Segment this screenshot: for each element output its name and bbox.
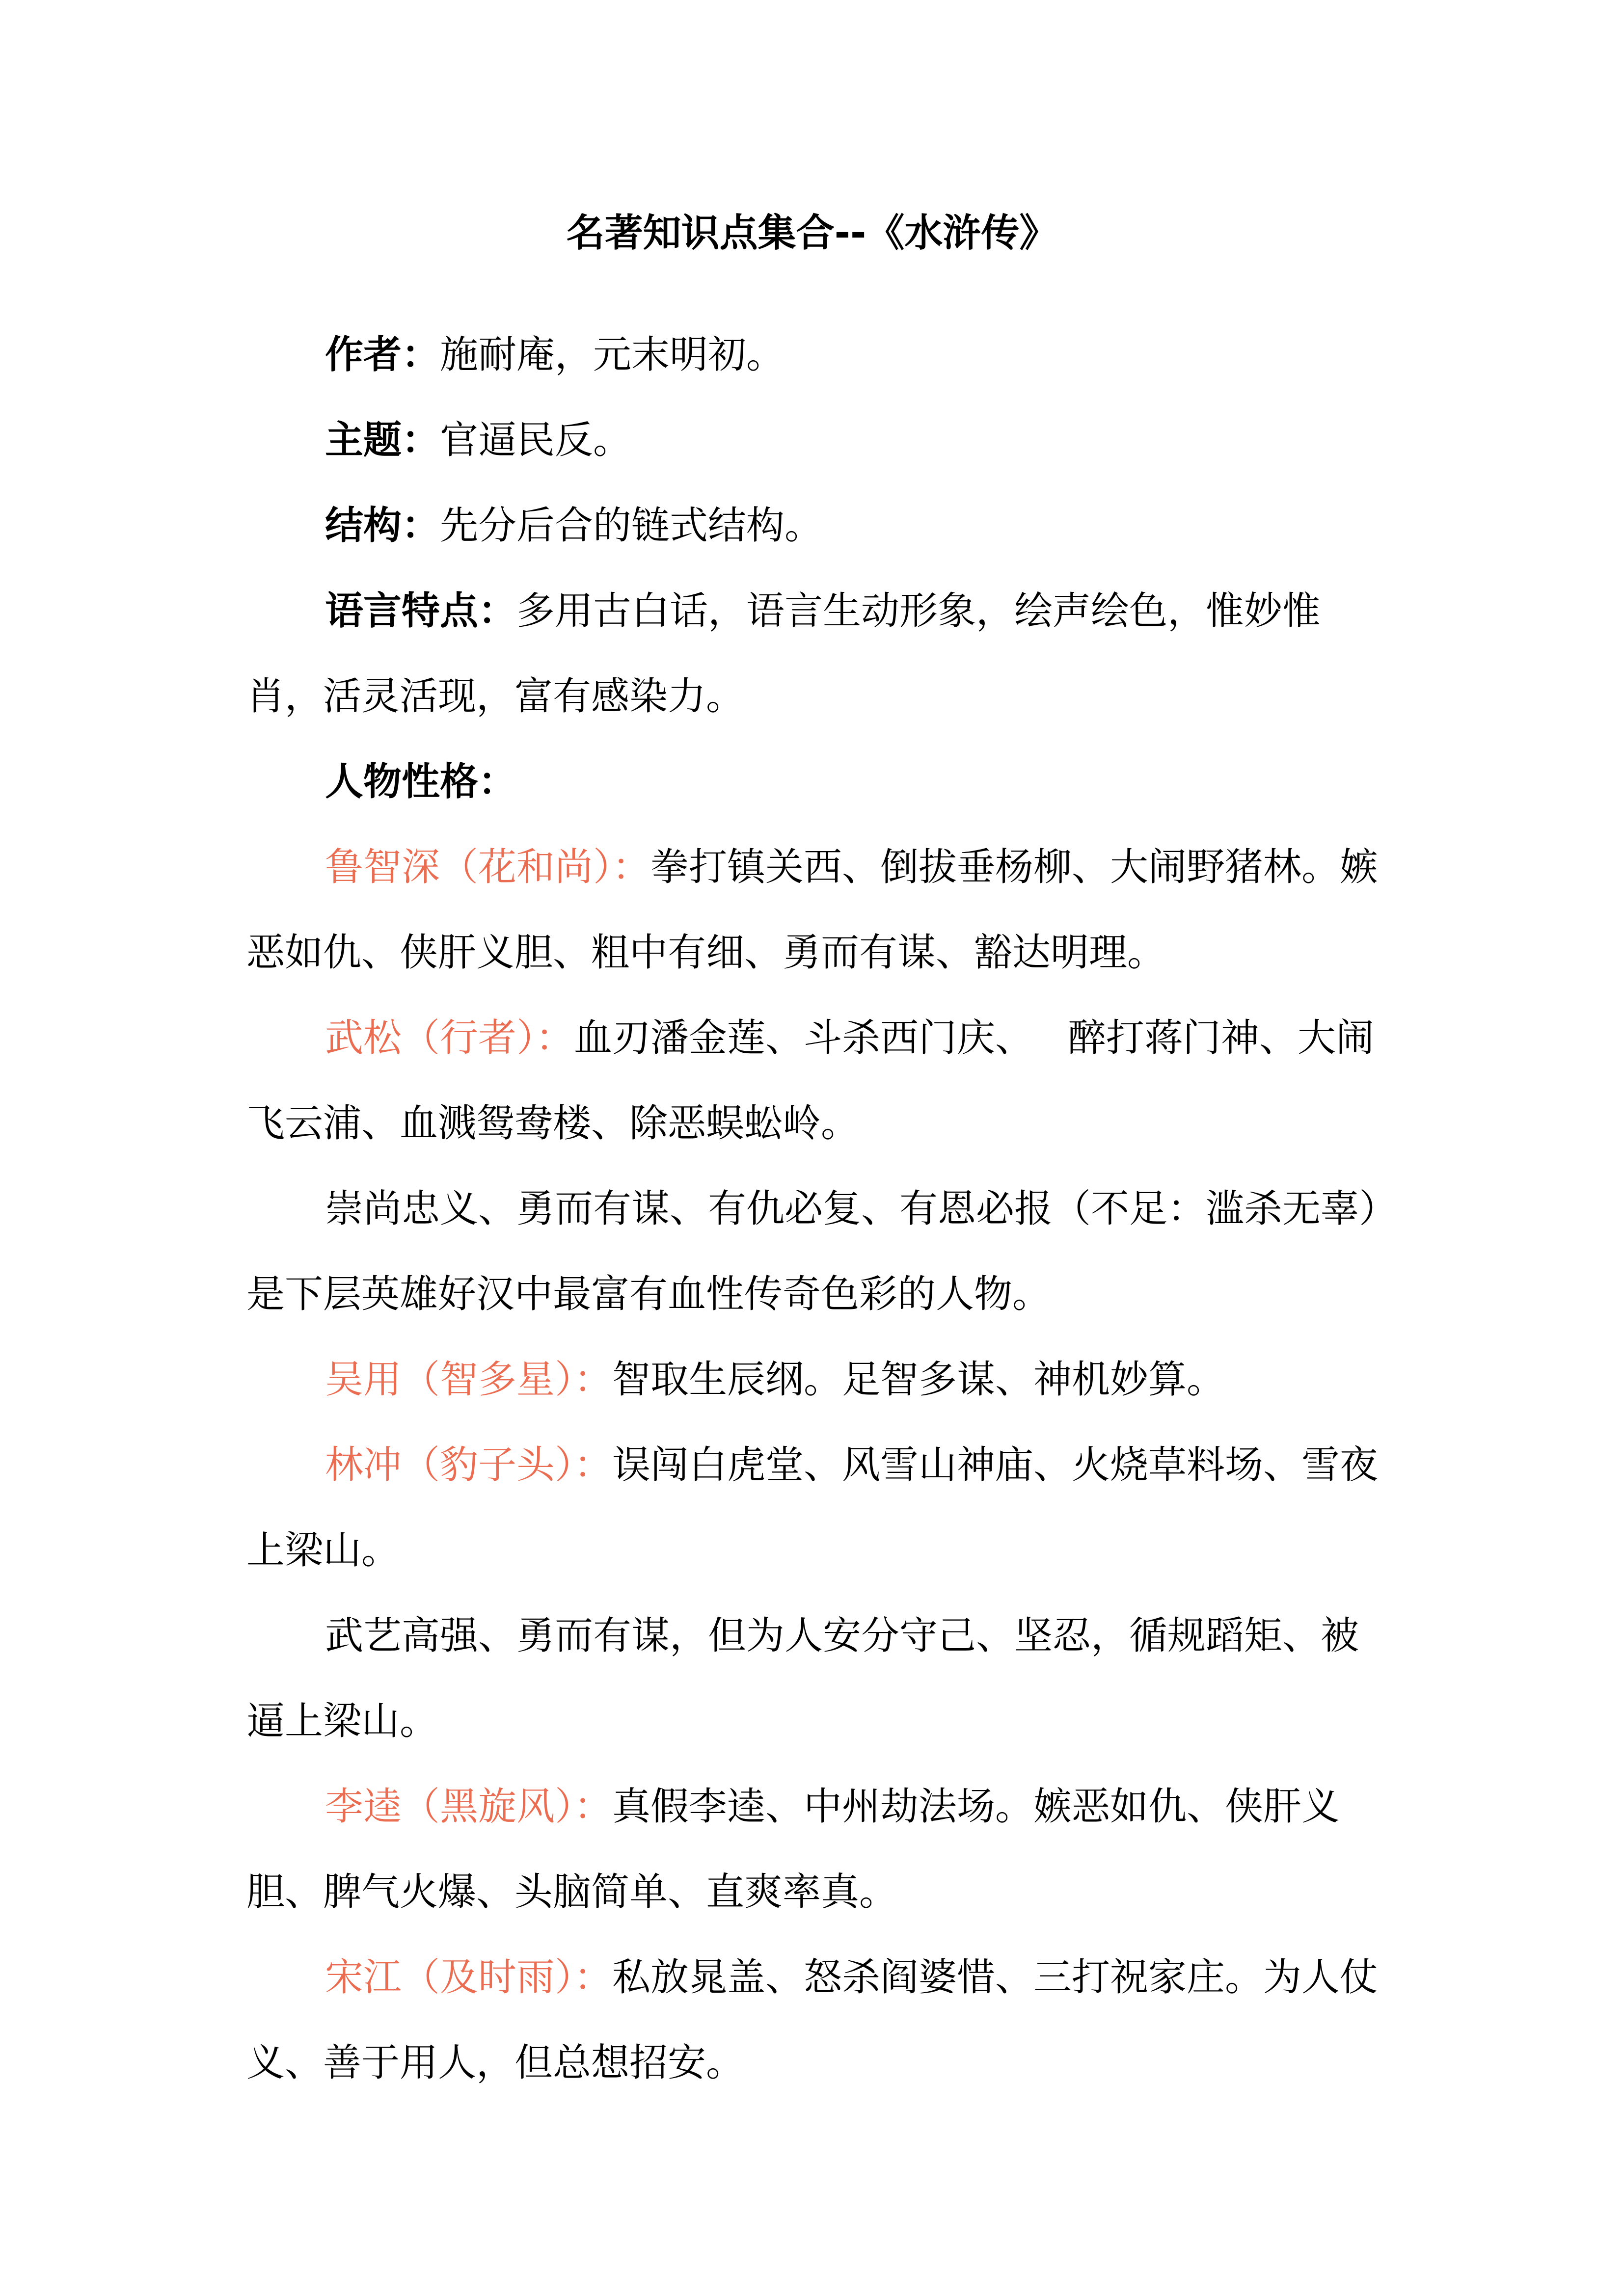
author-paragraph (246, 312, 1390, 398)
language-label: 语言特点： (325, 589, 517, 633)
wusong-text-b: 醉打蒋门神、大闹飞云浦、血溅鸳鸯楼、除恶蜈蚣岭。 (246, 1016, 1375, 1146)
linchong-description (246, 1593, 1390, 1764)
document-body (246, 312, 1390, 2106)
characters-heading (246, 739, 1390, 825)
likui-text: 真假李逵、中州劫法场。嫉恶如仇、侠肝义胆、脾气火爆、头脑简单、直爽率真。 (246, 1785, 1340, 1914)
theme-text: 官逼民反。 (440, 418, 632, 462)
luzhishen-paragraph (246, 825, 1390, 995)
wuyong-text: 智取生辰纲。足智多谋、神机妙算。 (612, 1358, 1225, 1402)
theme-label: 主题： (325, 418, 440, 462)
author-text: 施耐庵，元末明初。 (440, 333, 785, 377)
structure-label: 结构： (325, 504, 440, 548)
luzhishen-text: 拳打镇关西、倒拔垂杨柳、大闹野猪林。嫉恶如仇、侠肝义胆、粗中有细、勇而有谋、豁达明理。 (246, 845, 1379, 975)
wusong-name: 武松（行者）： (325, 1016, 574, 1060)
wusong-text-a: 血刃潘金莲、斗杀西门庆、 (574, 1016, 1034, 1060)
wusong-desc-text: 崇尚忠义、勇而有谋、有仇必复、有恩必报（不足：滥杀无辜）是下层英雄好汉中最富有血性传奇色彩的人物。 (246, 1187, 1379, 1316)
wuyong-paragraph (246, 1337, 1390, 1422)
document-title: 名著知识点集合--《水浒传》 (566, 211, 1058, 255)
linchong-paragraph (246, 1422, 1390, 1593)
structure-paragraph (246, 483, 1390, 568)
theme-paragraph (246, 398, 1390, 483)
characters-label: 人物性格： (325, 760, 517, 804)
language-paragraph (246, 568, 1390, 739)
wuyong-name: 吴用（智多星）： (325, 1358, 613, 1402)
songjiang-name: 宋江（及时雨）： (325, 1955, 613, 2000)
likui-name: 李逵（黑旋风）： (325, 1785, 613, 1829)
wusong-description (246, 1166, 1390, 1337)
songjiang-paragraph (246, 1935, 1390, 2106)
language-text: 多用古白话，语言生动形象，绘声绘色，惟妙惟肖，活灵活现，富有感染力。 (246, 589, 1321, 719)
linchong-name: 林冲（豹子头）： (325, 1443, 613, 1487)
author-label: 作者： (325, 333, 440, 377)
songjiang-text: 私放晁盖、怒杀阎婆惜、三打祝家庄。为人仗义、善于用人，但总想招安。 (246, 1955, 1379, 2085)
linchong-desc-text: 武艺高强、勇而有谋，但为人安分守己、坚忍，循规蹈矩、被逼上梁山。 (246, 1614, 1359, 1743)
likui-paragraph (246, 1764, 1390, 1935)
luzhishen-name: 鲁智深（花和尚）： (325, 845, 651, 889)
wusong-paragraph (246, 995, 1390, 1166)
structure-text: 先分后合的链式结构。 (440, 504, 823, 548)
linchong-text: 误闯白虎堂、风雪山神庙、火烧草料场、雪夜上梁山。 (246, 1443, 1379, 1573)
